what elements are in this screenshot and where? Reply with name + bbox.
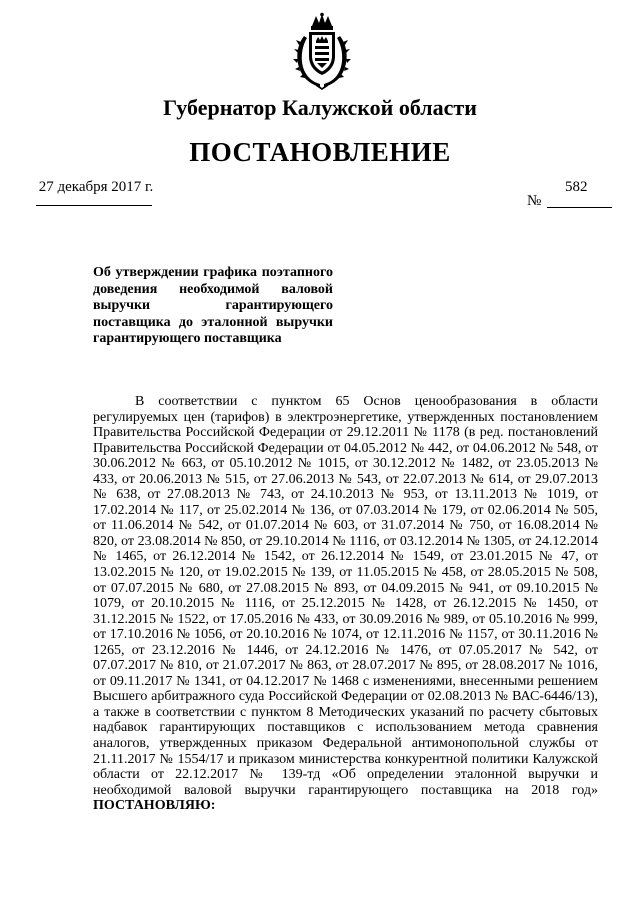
document-type-title: ПОСТАНОВЛЕНИЕ [189,137,451,167]
document-number: 582 [565,179,588,195]
date-underline [36,205,152,206]
number-underline [547,207,612,208]
issuing-authority: Губернатор Калужской области [163,95,477,120]
body-text: В соответствии с пунктом 65 Основ ценообразования в области регулируемых цен (тарифов) в электроэнергетике, утвержденных постановлением Правительства Российской Федерации от 29.12.2011 № 1178 (в ред. постановлений Правительства Российской Федерации от 04.05.2012 № 442, от 04.06.2012 № 548, от 30.06.2012 № 663, от 05.10.2012 № 1015, от 30.12.2012 № 1482, от 23.05.2013 № 433, от 20.06.2013 № 515, от 27.06.2013 № 543, от 22.07.2013 № 614, от 29.07.2013 № 638, от 27.08.2013 № 743, от 24.10.2013 № 953, от 13.11.2013 № 1019, от 17.02.2014 № 117, от 25.02.2014 № 136, от 07.03.2014 № 179, от 02.06.2014 № 505, от 11.06.2014 № 542, от 01.07.2014 № 603, от 31.07.2014 № 750, от 16.08.2014 № 820, от 23.08.2014 № 850, от 29.10.2014 № 1116, от 03.12.2014 № 1305, от 24.12.2014 № 1465, от 26.12.2014 № 1542, от 26.12.2014 № 1549, от 23.01.2015 № 47, от 13.02.2015 № 120, от 19.02.2015 № 139, от 11.05.2015 № 458, от 28.05.2015 № 508, от 07.07.2015 № 680, от 27.08.2015 № 893, от 04.09.2015 № 941, от 09.10.2015 № 1079, от 20.10.2015 № 1116, от 25.12.2015 № 1428, от 26.12.2015 № 1450, от 31.12.2015 № 1522, от 17.05.2016 № 433, от 30.09.2016 № 989, от 05.10.2016 № 999, от 17.10.2016 № 1056, от 20.10.2016 № 1074, от 12.11.2016 № 1157, от 30.11.2016 № 1265, от 23.12.2016 № 1446, от 24.12.2016 № 1476, от 07.05.2017 № 542, от 07.07.2017 № 810, от 21.07.2017 № 863, от 28.07.2017 № 895, от 28.08.2017 № 1016, от 09.11.2017 № 1341, от 04.12.2017 № 1468 с изменениями, внесенными решением Высшего арбитражного суда Российской Федерации от 02.08.2013 № ВАС-6446/13), а также в соответствии с пунктом 8 Методических указаний по расчету сбытовых надбавок гарантирующих поставщиков с использованием метода сравнения аналогов, утвержденных приказом Федеральной антимонопольной службы от 21.11.2017 № 1554/17 и приказом министерства конкурентной политики Калужской области от 22.12.2017 № 139-тд «Об определении эталонной выручки и необходимой валовой выручки гарантирующего поставщика на 2018 год» [93,394,598,798]
coat-of-arms-icon [290,12,354,90]
resolve-word: ПОСТАНОВЛЯЮ: [93,798,216,814]
body-paragraph [93,394,598,814]
number-sign: № [527,193,542,209]
document-subject: Об утверждении графика поэтапного доведения необходимой валовой выручки гарантирующего поставщика до эталонной выручки гарантирующего поставщика [93,265,333,347]
document-date: 27 декабря 2017 г. [38,179,154,195]
